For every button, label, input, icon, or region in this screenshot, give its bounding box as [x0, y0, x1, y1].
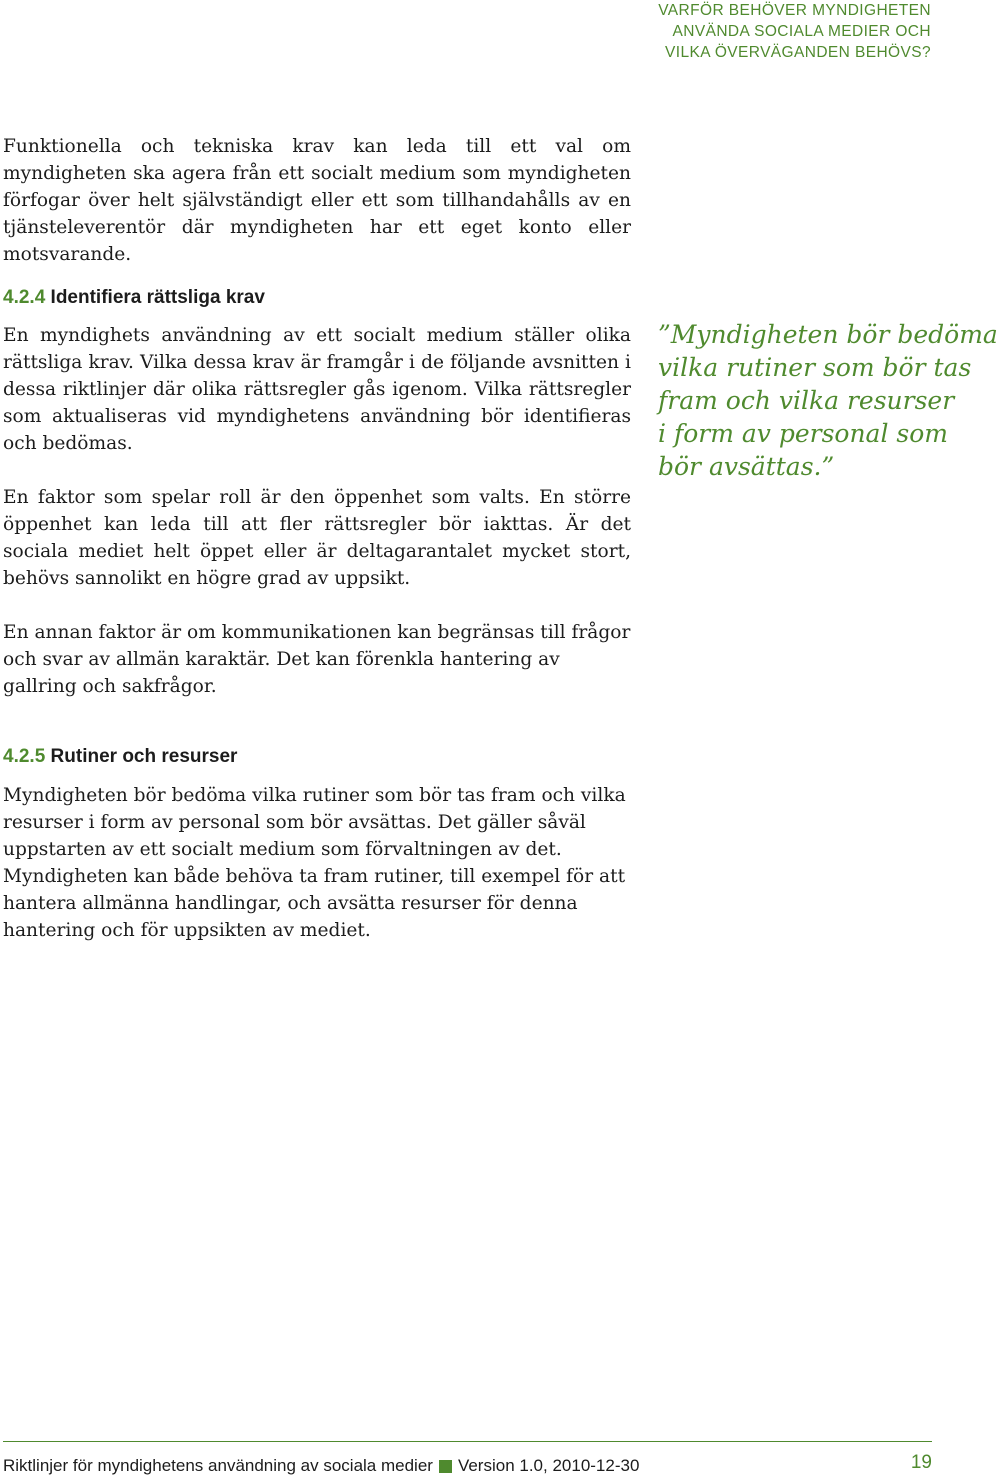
- pull-quote-line: bör avsättas.”: [658, 452, 835, 481]
- page-number: 19: [910, 1452, 932, 1473]
- running-header-line-1: VARFÖR BEHÖVER MYNDIGHETEN: [658, 2, 931, 19]
- paragraph-legal-requirements: En myndighets användning av ett socialt medium ställer olika rättsliga krav. Vilka dessa krav är framgår i de följande avsnitten i dessa riktlinjer där olika rättsregler gås igenom. Vilka rättsregler som aktualiseras vid myndighetens användning bör identifieras och bedömas.: [3, 325, 631, 454]
- running-header: [631, 0, 931, 63]
- square-bullet-icon: [439, 1460, 452, 1473]
- pull-quote-line: vilka rutiner som bör tas: [658, 353, 972, 382]
- paragraph-openness: En faktor som spelar roll är den öppenhet som valts. En större öppenhet kan leda till att fler rättsregler bör iakttas. Är det sociala mediet helt öppet eller är deltagarantalet mycket stort, behövs sannolikt en högre grad av uppsikt.: [3, 487, 631, 589]
- section-title: Identifiera rättsliga krav: [50, 287, 265, 308]
- footer-divider: [3, 1441, 932, 1442]
- section-number: 4.2.4: [3, 287, 46, 308]
- pull-quote-line: ”Myndigheten bör bedöma: [658, 320, 998, 349]
- running-header-line-2: ANVÄNDA SOCIALA MEDIER OCH: [672, 23, 931, 40]
- intro-paragraph: Funktionella och tekniska krav kan leda till ett val om myndigheten ska agera från ett socialt medium som myndigheten förfogar över helt självständigt eller ett som tillhandahålls av en tjänsteleverentör där myndigheten har ett eget konto eller motsvarande.: [3, 136, 631, 265]
- paragraph-routines: Myndigheten bör bedöma vilka rutiner som bör tas fram och vilka resurser i form av personal som bör avsättas. Det gäller såväl uppstarten av ett socialt medium som förvaltningen av det. Myndigheten kan både behöva ta fram rutiner, till exempel för att hantera allmänna handlingar, och avsätta resurser för denna hantering och för uppsikten av mediet.: [3, 785, 626, 941]
- footer-document-title: Riktlinjer för myndighetens användning av sociala medier: [3, 1456, 433, 1475]
- section-heading-4-2-4: [3, 287, 265, 309]
- pull-quote-line: fram och vilka resurser: [658, 386, 955, 415]
- section-title: Rutiner och resurser: [50, 746, 238, 767]
- footer: [3, 1456, 639, 1476]
- footer-version: Version 1.0, 2010-12-30: [457, 1456, 640, 1475]
- pull-quote-line: i form av personal som: [658, 419, 948, 448]
- section-number: 4.2.5: [3, 746, 46, 767]
- paragraph-communication: En annan faktor är om kommunikationen kan begränsas till frågor och svar av allmän karaktär. Det kan förenkla hantering av gallring och sakfrågor.: [3, 622, 631, 697]
- section-heading-4-2-5: [3, 746, 237, 768]
- running-header-line-3: VILKA ÖVERVÄGANDEN BEHÖVS?: [665, 44, 931, 61]
- pull-quote: [658, 318, 998, 483]
